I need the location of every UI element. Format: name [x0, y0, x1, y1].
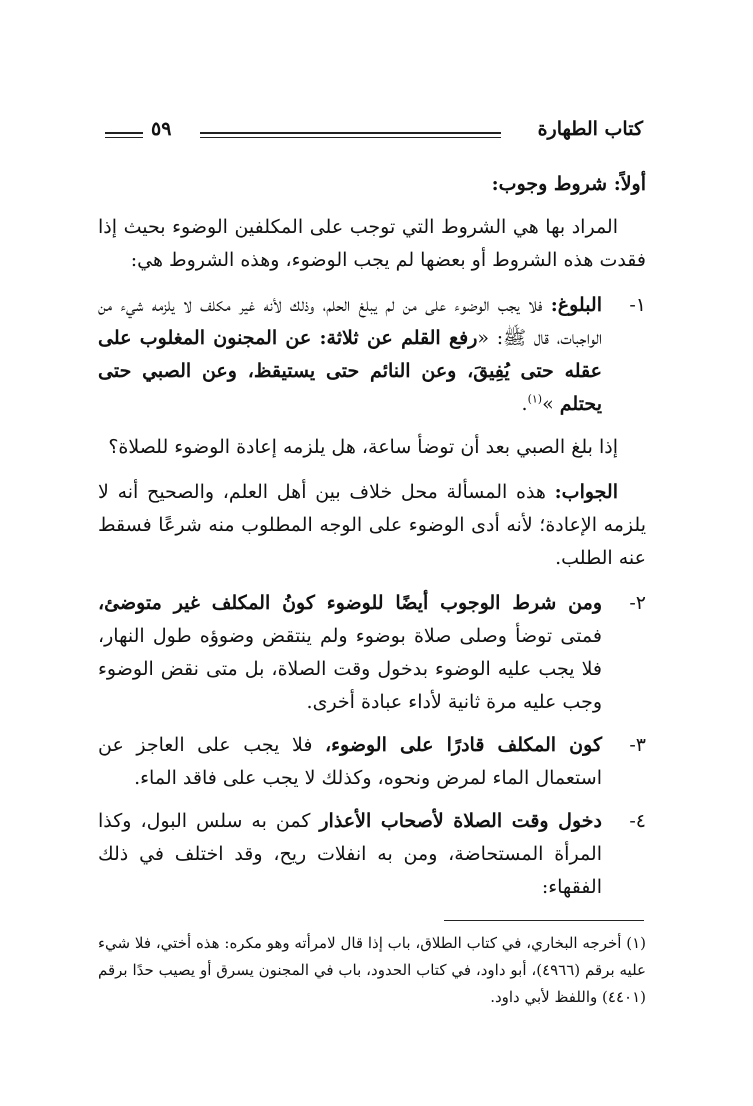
answer-body: هذه المسألة محل خلاف بين أهل العلم، والصحيح أنه لا يلزمه الإعادة؛ لأنه أدى الوضوء على الوجه المطلوب منه شرعًا فسقط عنه الطلب.: [98, 481, 646, 569]
footnote-rule: [444, 920, 644, 921]
condition-item-3: [98, 729, 646, 795]
hadith-close: »: [542, 393, 560, 415]
item-text: [98, 729, 602, 795]
item-end: .: [521, 393, 528, 415]
page-number: ٥٩: [151, 118, 172, 140]
question-paragraph: إذا بلغ الصبي بعد أن توضأ ساعة، هل يلزمه إعادة الوضوء للصلاة؟: [108, 436, 618, 458]
chapter-title: كتاب الطهارة: [537, 118, 643, 140]
condition-item-1: [98, 289, 646, 421]
running-header: [105, 118, 643, 148]
condition-item-2: [98, 587, 646, 719]
header-rule-short: [105, 132, 143, 134]
answer-paragraph: [98, 476, 646, 575]
item-number: ٤-: [629, 810, 646, 832]
item-text: [98, 805, 602, 904]
hadith-text: رفع القلم عن ثلاثة: عن المجنون المغلوب على عقله حتى يُفِيقَ، وعن النائم حتى يستيقظ، وعن الصبي حتى يحتلم: [98, 327, 602, 415]
item-number: ٢-: [629, 592, 646, 614]
item-number: ١-: [629, 294, 646, 316]
condition-item-4: [98, 805, 646, 904]
main-text: [98, 168, 646, 914]
item-lead: البلوغ:: [550, 294, 602, 316]
item-number: ٣-: [629, 734, 646, 756]
footnote: (١) أخرجه البخاري، في كتاب الطلاق، باب إذا قال لامرأته وهو مكره: هذه أختي، فلا شيء عليه برقم (٤٩٦٦)، أبو داود، في كتاب الحدود، باب في المجنون يسرق أو يصيب حدًا برقم (٤٤٠١) واللفظ لأبي داود.: [98, 934, 646, 1006]
intro-paragraph: المراد بها هي الشروط التي توجب على المكلفين الوضوء بحيث إذا فقدت هذه الشروط أو بعضها لم يجب الوضوء، وهذه الشروط هي:: [98, 216, 646, 271]
item-body: فلا يجب الوضوء على من لم يبلغ الحلم، وذلك لأنه غير مكلف لا يلزمه شيء من الواجبات، قال ﷺ: «: [98, 294, 602, 349]
item-body: كمن به سلس البول، وكذا المرأة المستحاضة، ومن به انفلات ريح، وقد اختلف في ذلك الفقهاء:: [98, 810, 603, 898]
item-body: فلا يجب على العاجز عن استعمال الماء لمرض ونحوه، وكذلك لا يجب على فاقد الماء.: [98, 734, 602, 789]
header-rule: [200, 132, 501, 134]
item-body: فمتى توضأ وصلى صلاة بوضوء ولم ينتقض وضوؤه طول النهار، فلا يجب عليه الوضوء بدخول وقت الصلاة، بل متى نقض الوضوء وجب عليه مرة ثانية لأداء عبادة أخرى.: [98, 625, 602, 713]
item-text: [98, 289, 602, 421]
item-lead: ومن شرط الوجوب أيضًا للوضوء كونُ المكلف غير متوضئ،: [98, 592, 602, 614]
item-lead: كون المكلف قادرًا على الوضوء،: [324, 734, 602, 756]
item-lead: دخول وقت الصلاة لأصحاب الأعذار: [319, 810, 602, 832]
section-title: أولاً: شروط وجوب:: [491, 173, 646, 195]
footnote-ref[interactable]: (١): [527, 392, 543, 406]
answer-lead: الجواب:: [554, 481, 618, 503]
item-text: [98, 587, 602, 719]
